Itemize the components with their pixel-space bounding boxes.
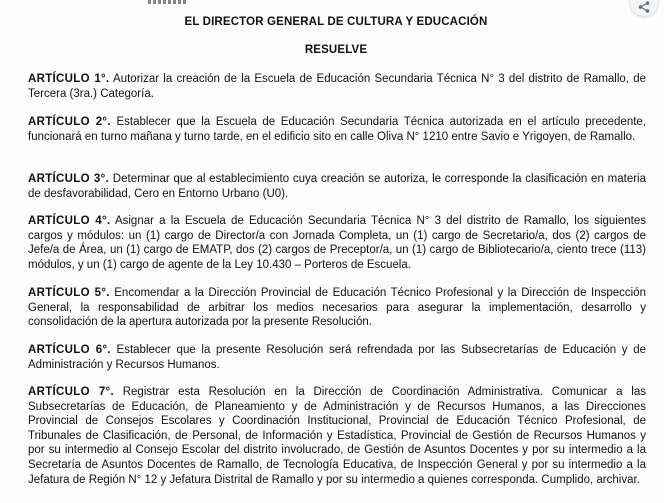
document-title: EL DIRECTOR GENERAL DE CULTURA Y EDUCACIÓN bbox=[184, 16, 488, 28]
article-7 bbox=[28, 385, 646, 487]
article-label: ARTÍCULO 3°. bbox=[28, 173, 109, 185]
article-4 bbox=[28, 214, 646, 272]
article-text: Establecer que la Escuela de Educación Secundaria Técnica autorizada en el artículo precedente, funcionará en turno mañana y turno tarde, en el edificio sito en calle Oliva N° 1210 entre Savio e Yrigoyen, de Ramallo. bbox=[28, 116, 646, 143]
article-text: Autorizar la creación de la Escuela de Educación Secundaria Técnica N° 3 del distrito de Ramallo, de Tercera (3ra.) Categoría. bbox=[28, 73, 647, 100]
share-icon bbox=[637, 0, 651, 14]
article-3 bbox=[28, 172, 646, 201]
article-label: ARTÍCULO 4°. bbox=[28, 215, 111, 227]
article-label: ARTÍCULO 5°. bbox=[28, 287, 110, 299]
article-6 bbox=[28, 343, 646, 372]
article-label: ARTÍCULO 2°. bbox=[28, 116, 111, 128]
article-text: Asignar a la Escuela de Educación Secundaria Técnica N° 3 del distrito de Ramallo, los siguientes cargos y módulos: un (1) cargo de Director/a con Jornada Completa, un (1) cargo de Secretario/a, dos (2) cargos de Jefe/a de Área, un (1) cargo de EMATP, dos (2) cargos de Preceptor/a, un (1) cargo de Bibliotecario/a, ciento trece (113) módulos, y un (1) cargo de agente de la Ley 10.430 – Porteros de Escuela. bbox=[28, 215, 646, 271]
article-1 bbox=[28, 72, 646, 101]
cropped-text-fragment bbox=[148, 0, 188, 4]
article-label: ARTÍCULO 1°. bbox=[28, 73, 110, 85]
article-text: Encomendar a la Dirección Provincial de Educación Técnico Profesional y la Dirección de Inspección General, la responsabilidad de arbitrar los medios necesarios para asegurar la implementación, desarrollo y consolidación de la apertura autorizada por la presente Resolución. bbox=[28, 287, 646, 329]
article-text: Registrar esta Resolución en la Dirección de Coordinación Administrativa. Comunicar a las Subsecretarías de Educación, de Planeamiento y de Administración y de Recursos Humanos, a las Direcciones Provincial de Consejos Escolares y Coordinación Institucional, Provincial de Educación Técnico Profesional, de Tribunales de Clasificación, de Personal, de Información y Estadística, Provincial de Gestión de Recursos Humanos y por su intermedio al Consejo Escolar del distrito involucrado, de Gestión de Asuntos Docentes y por su intermedio a la Secretaría de Asuntos Docentes de Ramallo, de Tecnología Educativa, de Inspección General y por su intermedio a la Jefatura de Región N° 12 y Jefatura Distrital de Ramallo y por su intermedio a quienes corresponda. Cumplido, archivar. bbox=[28, 386, 646, 486]
resolution-heading: RESUELVE bbox=[304, 44, 368, 56]
article-5 bbox=[28, 286, 646, 330]
article-text: Determinar que al establecimiento cuya creación se autoriza, le corresponde la clasificación en materia de desfavorabilidad, Cero en Entorno Urbano (U0). bbox=[28, 173, 646, 200]
article-text: Establecer que la presente Resolución será refrendada por las Subsecretarías de Educación y de Administración y Recursos Humanos. bbox=[28, 344, 646, 371]
article-2 bbox=[28, 115, 646, 144]
article-label: ARTÍCULO 7°. bbox=[28, 386, 114, 398]
article-label: ARTÍCULO 6°. bbox=[28, 344, 111, 356]
share-button[interactable] bbox=[630, 0, 658, 16]
